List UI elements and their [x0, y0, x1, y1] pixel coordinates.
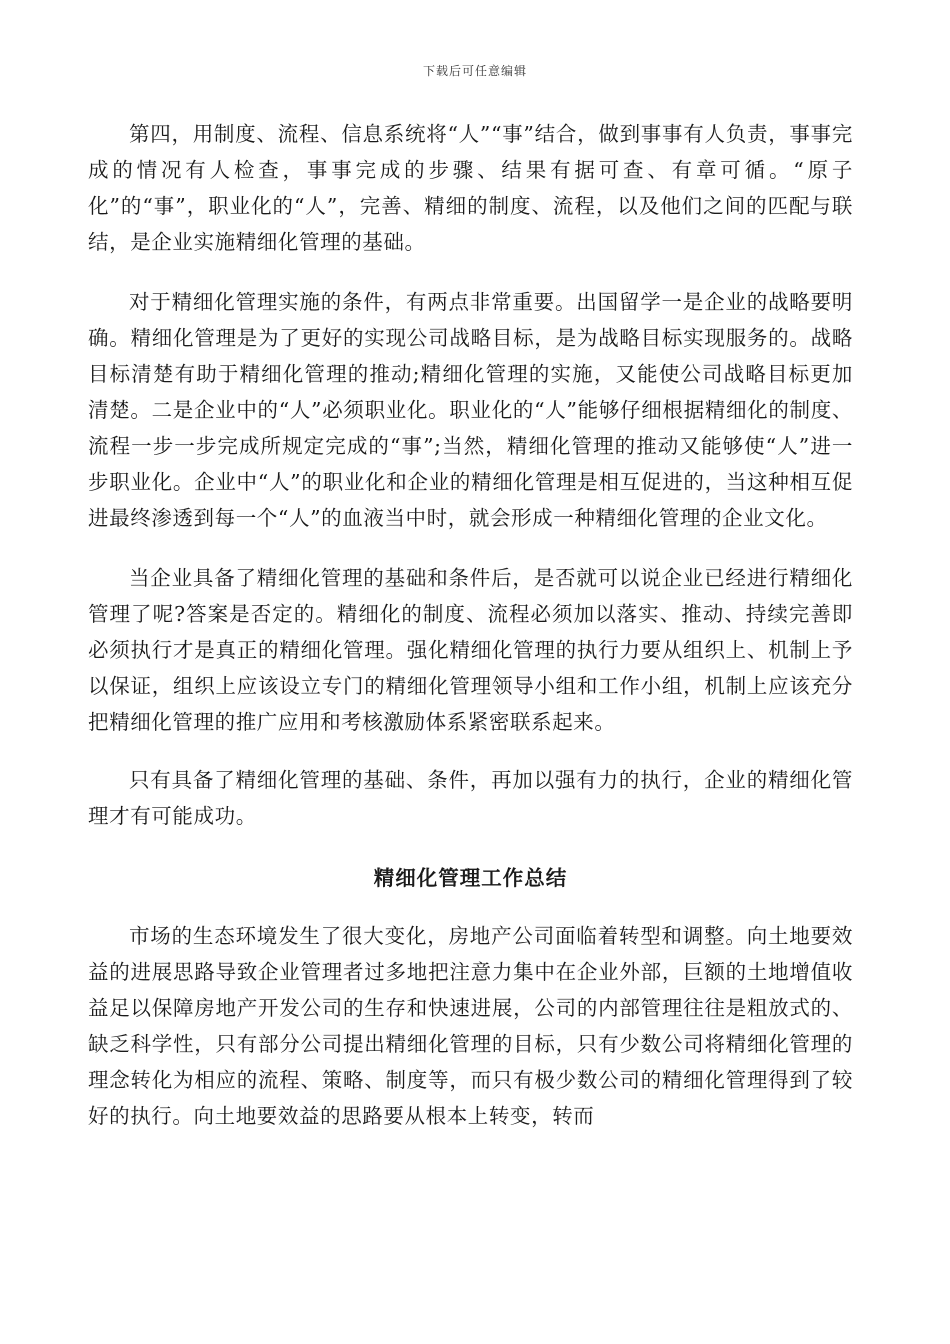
paragraph-conditions: 对于精细化管理实施的条件，有两点非常重要。出国留学一是企业的战略要明确。精细化管理是为了更好的实现公司战略目标，是为战略目标实现服务的。战略目标清楚有助于精细化管理的推动;精细化管理的实施，又能使公司战略目标更加清楚。二是企业中的“人”必须职业化。职业化的“人”能够仔细根据精细化的制度、流程一步一步完成所规定完成的“事”;当然，精细化管理的推动又能够使“人”进一步职业化。企业中“人”的职业化和企业的精细化管理是相互促进的，当这种相互促进最终渗透到每一个“人”的血液当中时，就会形成一种精细化管理的企业文化。 [88, 290, 853, 530]
section-title: 精细化管理工作总结 [373, 866, 568, 890]
document-body [88, 116, 853, 1134]
paragraph-market: 市场的生态环境发生了很大变化，房地产公司面临着转型和调整。向土地要效益的进展思路导致企业管理者过多地把注意力集中在企业外部，巨额的土地增值收益足以保障房地产开发公司的生存和快速进展，公司的内部管理往往是粗放式的、缺乏科学性，只有部分公司提出精细化管理的目标，只有少数公司将精细化管理的理念转化为相应的流程、策略、制度等，而只有极少数公司的精细化管理得到了较好的执行。向土地要效益的思路要从根本上转变，转而 [88, 924, 853, 1128]
page-header: 下载后可任意编辑 [422, 64, 527, 78]
paragraph-foundation: 第四，用制度、流程、信息系统将“人”“事”结合，做到事事有人负责，事事完成的情况有人检查，事事完成的步骤、结果有据可查、有章可循。“原子化”的“事”，职业化的“人”，完善、精细的制度、流程，以及他们之间的匹配与联结，是企业实施精细化管理的基础。 [88, 122, 853, 254]
paragraph-execution: 当企业具备了精细化管理的基础和条件后，是否就可以说企业已经进行精细化管理了呢?答案是否定的。精细化的制度、流程必须加以落实、推动、持续完善即必须执行才是真正的精细化管理。强化精细化管理的执行力要从组织上、机制上予以保证，组织上应该设立专门的精细化管理领导小组和工作小组，机制上应该充分把精细化管理的推广应用和考核激励体系紧密联系起来。 [88, 566, 853, 734]
paragraph-conclusion: 只有具备了精细化管理的基础、条件，再加以强有力的执行，企业的精细化管理才有可能成功。 [88, 768, 853, 828]
